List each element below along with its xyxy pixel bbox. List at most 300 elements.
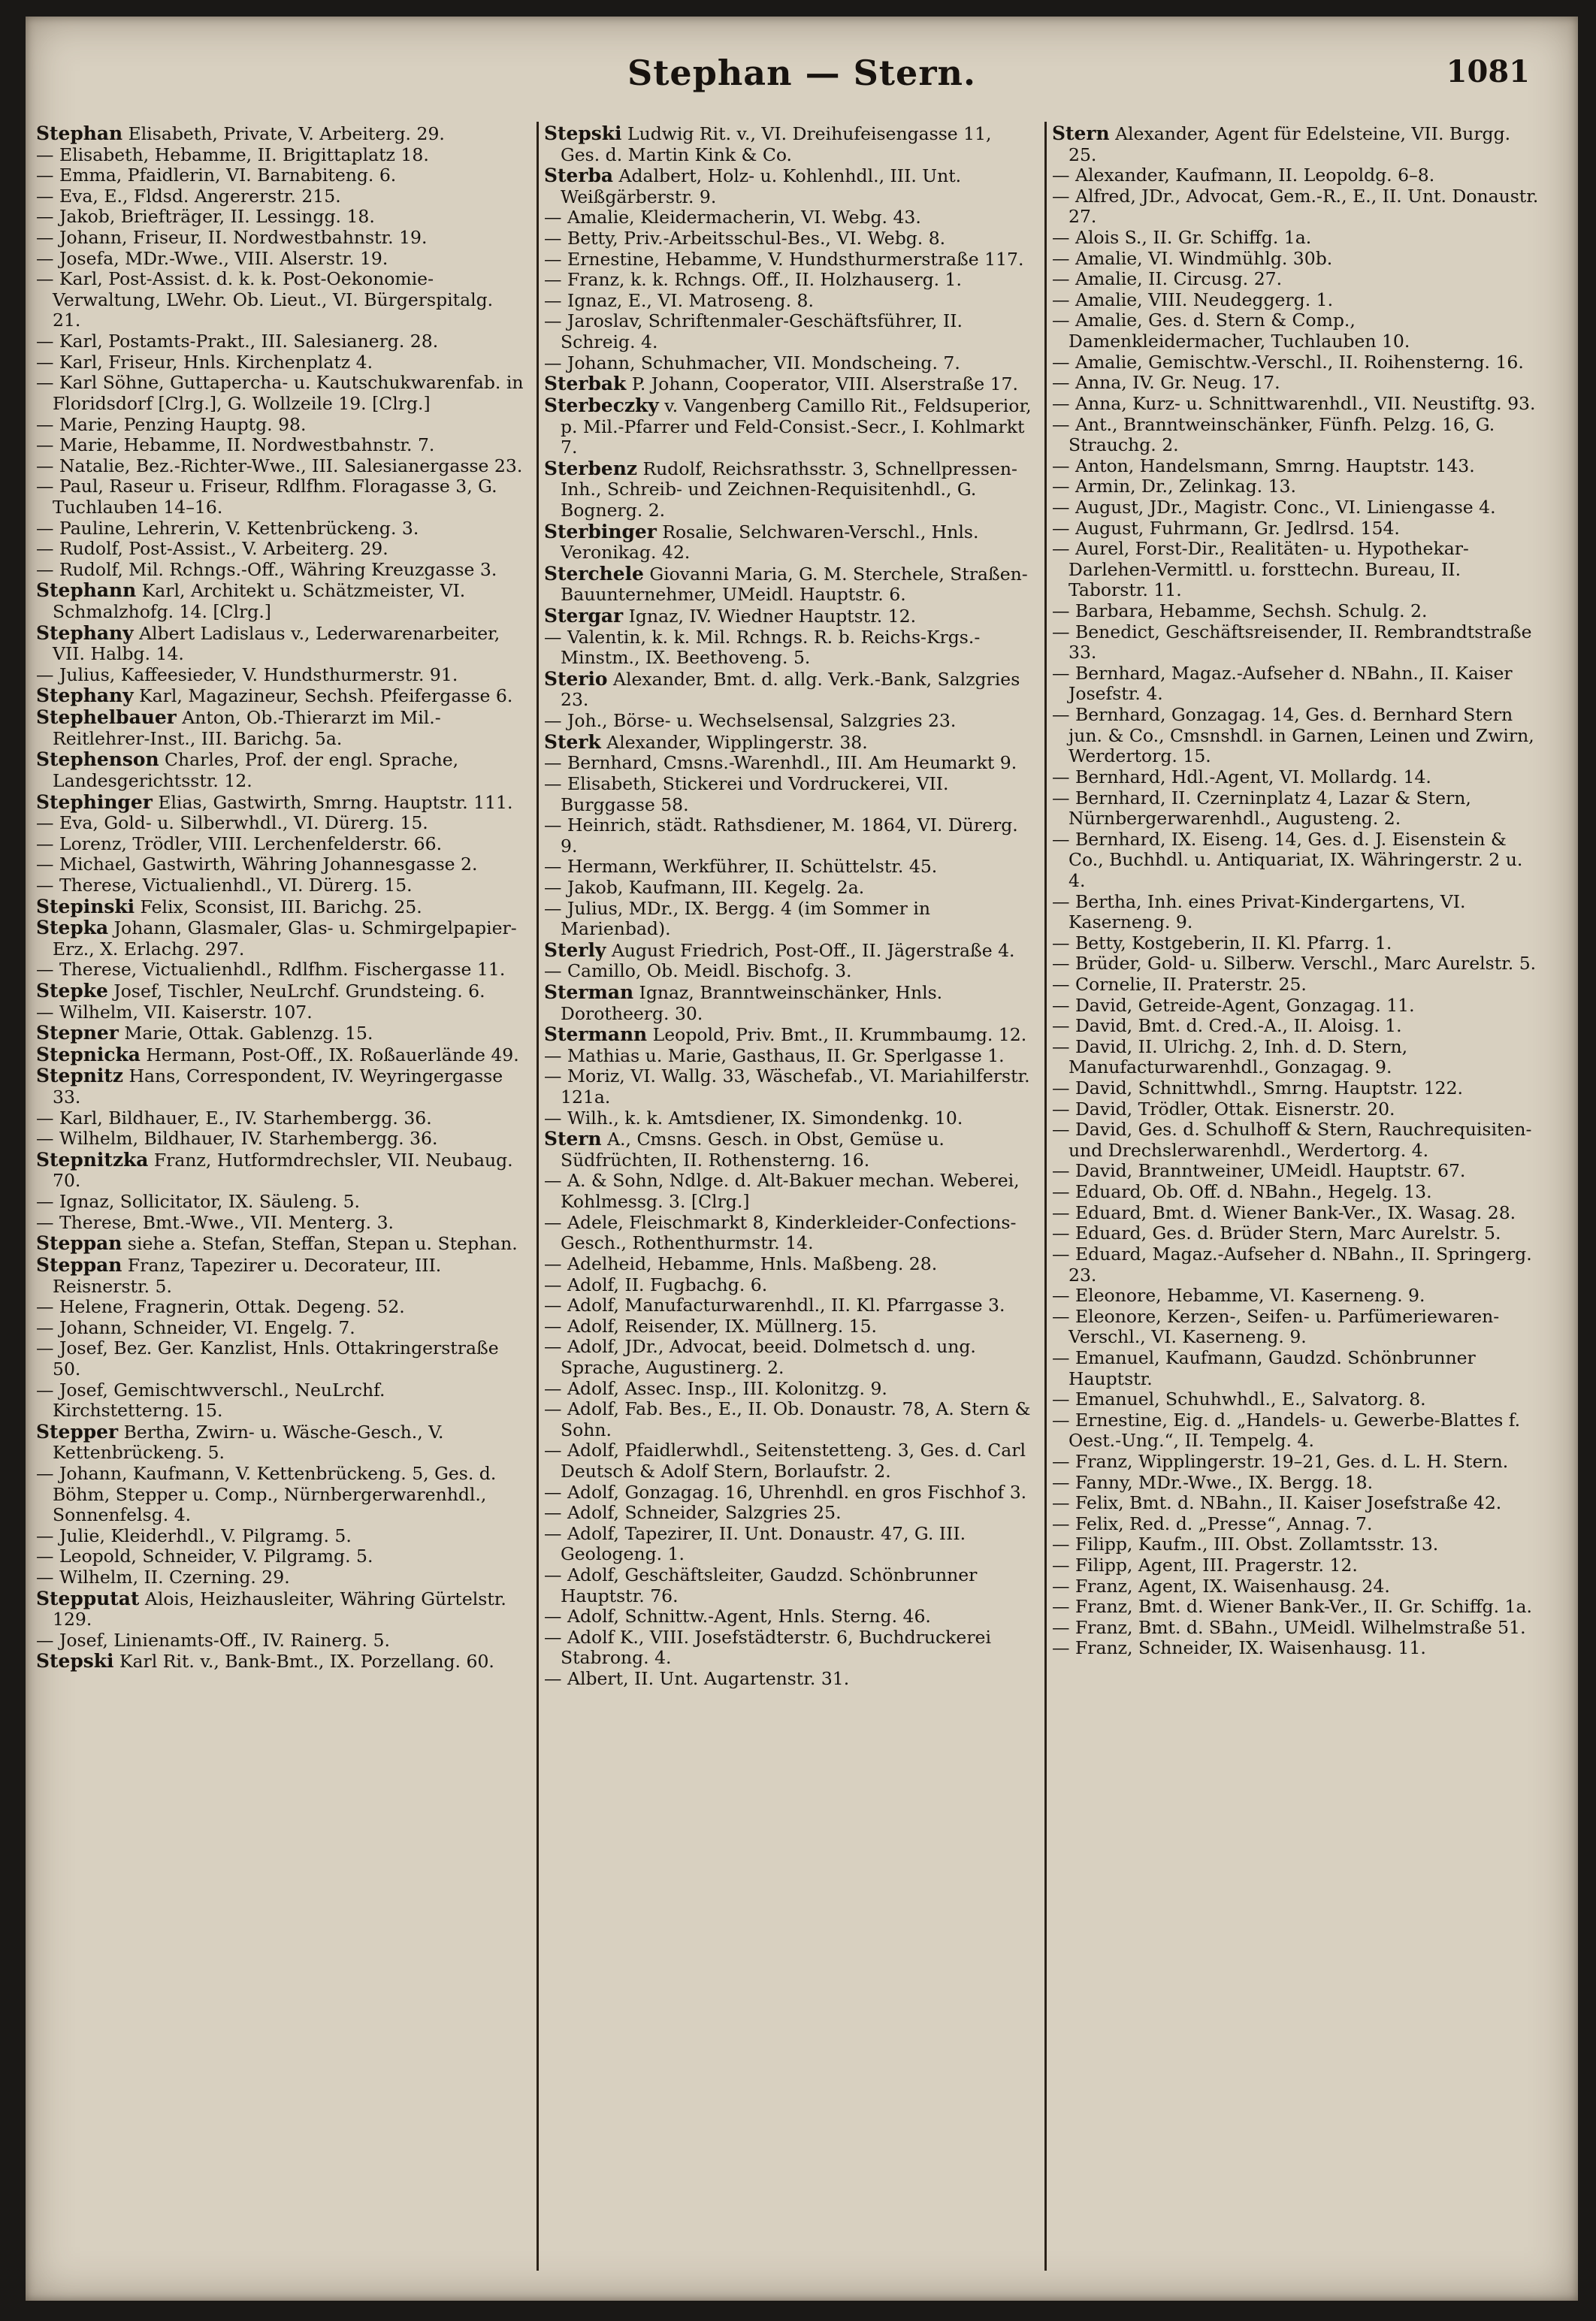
- entry-surname: Sterman: [544, 981, 634, 1003]
- directory-entry: [36, 373, 526, 414]
- directory-entry: [544, 753, 1034, 774]
- directory-entry: [1052, 1244, 1542, 1286]
- directory-entry: [544, 1379, 1034, 1400]
- directory-entry: [36, 917, 526, 960]
- directory-entry: [36, 560, 526, 581]
- entry-text: — Anna, Kurz- u. Schnittwarenhdl., VII. Neustiftg. 93.: [1052, 392, 1536, 414]
- entry-text: — Anna, IV. Gr. Neug. 17.: [1052, 372, 1280, 394]
- entry-text: — Therese, Victualienhdl., Rdlfhm. Fischergasse 11.: [36, 959, 506, 981]
- directory-entry: [1052, 186, 1542, 228]
- directory-entry: [544, 815, 1034, 857]
- entry-surname: Stepnicka: [36, 1043, 141, 1065]
- entry-text: — Joh., Börse- u. Wechselsensal, Salzgries 23.: [544, 710, 957, 732]
- entry-text: — David, Branntweiner, UMeidl. Hauptstr. 67.: [1052, 1160, 1466, 1182]
- entry-text: — Jakob, Briefträger, II. Lessingg. 18.: [36, 206, 375, 228]
- entry-text: — Elisabeth, Stickerei und Vordruckerei, VII. Burggasse 58.: [544, 772, 949, 815]
- entry-text: Hermann, Post-Off., IX. Roßauerlände 49.: [146, 1044, 519, 1065]
- directory-entry: [1052, 1534, 1542, 1555]
- entry-text: — Emma, Pfaidlerin, VI. Barnabiteng. 6.: [36, 165, 397, 186]
- directory-entry: [36, 331, 526, 352]
- entry-text: Alexander, Agent für Edelsteine, VII. Burgg. 25.: [1069, 123, 1511, 165]
- directory-entry: [544, 627, 1034, 669]
- directory-entry: [36, 1044, 526, 1066]
- directory-entry: [36, 539, 526, 560]
- entry-surname: Steppan: [36, 1232, 122, 1255]
- directory-entry: [36, 1630, 526, 1652]
- directory-entry: [544, 1295, 1034, 1316]
- directory-entry: [1052, 1618, 1542, 1639]
- entry-text: — David, Bmt. d. Cred.-A., II. Aloisg. 1.: [1052, 1015, 1402, 1037]
- directory-entry: [544, 458, 1034, 521]
- entry-text: — Eva, Gold- u. Silberwhdl., VI. Dürerg. 15.: [36, 812, 428, 834]
- entry-text: — Benedict, Geschäftsreisender, II. Rembrandtstraße 33.: [1052, 621, 1532, 663]
- directory-entry: [1052, 1410, 1542, 1452]
- directory-entry: [36, 1464, 526, 1526]
- entry-surname: Stephan: [36, 123, 123, 144]
- entry-text: — Josefa, MDr.-Wwe., VIII. Alserstr. 19.: [36, 247, 388, 269]
- directory-entry: [544, 207, 1034, 228]
- entry-text: Alexander, Wipplingerstr. 38.: [606, 731, 868, 753]
- directory-entry: [544, 1129, 1034, 1171]
- directory-entry: [1052, 123, 1542, 165]
- column-3: [1052, 123, 1542, 2287]
- entry-text: — Wilh., k. k. Amtsdiener, IX. Simondenkg. 10.: [544, 1107, 963, 1129]
- directory-entry: [36, 186, 526, 207]
- directory-entry: [36, 981, 526, 1002]
- entry-text: Felix, Sconsist, III. Barichg. 25.: [140, 896, 422, 917]
- directory-entry: [36, 707, 526, 749]
- entry-surname: Stern: [544, 1128, 602, 1150]
- directory-columns: [36, 123, 1569, 2287]
- directory-entry: [36, 1422, 526, 1464]
- directory-entry: [1052, 1099, 1542, 1120]
- entry-text: — Wilhelm, Bildhauer, IV. Starhembergg. 36.: [36, 1128, 438, 1150]
- entry-text: — Adolf, Schnittw.-Agent, Hnls. Sterng. 46.: [544, 1606, 931, 1627]
- entry-text: — Johann, Friseur, II. Nordwestbahnstr. 19.: [36, 227, 428, 249]
- entry-text: Rudolf, Reichsrathsstr. 3, Schnellpressen-Inh., Schreib- und Zeichnen-Requisitenhdl., G. Bognerg. 2.: [561, 458, 1017, 521]
- directory-entry: [544, 249, 1034, 270]
- directory-entry: [1052, 1597, 1542, 1618]
- entry-text: Karl Rit. v., Bank-Bmt., IX. Porzellang. 60.: [119, 1651, 494, 1673]
- entry-text: — Ernestine, Hebamme, V. Hundsthurmerstraße 117.: [544, 248, 1024, 270]
- directory-entry: [36, 352, 526, 373]
- entry-text: — Franz, Wipplingerstr. 19–21, Ges. d. L. H. Stern.: [1052, 1451, 1509, 1472]
- entry-text: — Karl, Post-Assist. d. k. k. Post-Oekonomie-Verwaltung, LWehr. Ob. Lieut., VI. Bürgerspitalg. 21.: [36, 268, 494, 331]
- directory-entry: [1052, 1576, 1542, 1597]
- directory-entry: [1052, 663, 1542, 705]
- entry-text: — Eduard, Ob. Off. d. NBahn., Hegelg. 13.: [1052, 1181, 1432, 1203]
- directory-entry: [544, 1171, 1034, 1212]
- entry-text: — Amalie, Gemischtw.-Verschl., II. Roihensterng. 16.: [1052, 351, 1524, 373]
- entry-text: — Armin, Dr., Zelinkag. 13.: [1052, 476, 1296, 497]
- directory-entry: [544, 1503, 1034, 1524]
- directory-entry: [544, 1482, 1034, 1504]
- entry-text: Alois, Heizhausleiter, Währing Gürtelstr. 129.: [53, 1588, 506, 1630]
- entry-text: — Alois S., II. Gr. Schiffg. 1a.: [1052, 227, 1312, 249]
- directory-entry: [1052, 975, 1542, 996]
- entry-text: siehe a. Stefan, Steffan, Stepan u. Stephan.: [127, 1233, 518, 1255]
- directory-entry: [36, 1380, 526, 1422]
- entry-text: — David, Trödler, Ottak. Eisnerstr. 20.: [1052, 1098, 1395, 1120]
- directory-entry: [36, 1108, 526, 1129]
- entry-surname: Stern: [1052, 123, 1110, 144]
- entry-text: — Therese, Bmt.-Wwe., VII. Menterg. 3.: [36, 1211, 394, 1233]
- entry-text: — Amalie, Kleidermacherin, VI. Webg. 43.: [544, 207, 921, 228]
- entry-text: A., Cmsns. Gesch. in Obst, Gemüse u. Südfrüchten, II. Rothensterng. 16.: [561, 1129, 945, 1171]
- directory-entry: [36, 749, 526, 791]
- entry-surname: Stepka: [36, 917, 109, 939]
- column-2: [544, 123, 1034, 2287]
- entry-text: Giovanni Maria, G. M. Sterchele, Straßen-Bauunternehmer, UMeidl. Hauptstr. 6.: [561, 563, 1028, 606]
- entry-text: — Bernhard, IX. Eiseng. 14, Ges. d. J. Eisenstein & Co., Buchhdl. u. Antiquariat, IX. Währingerstr. 2 u. 4.: [1052, 828, 1523, 891]
- entry-text: — Alexander, Kaufmann, II. Leopoldg. 6–8.: [1052, 165, 1435, 186]
- entry-text: August Friedrich, Post-Off., II. Jägerstraße 4.: [611, 939, 1015, 961]
- entry-text: Johann, Glasmaler, Glas- u. Schmirgelpapier-Erz., X. Erlachg. 297.: [53, 917, 517, 960]
- directory-entry: [544, 165, 1034, 207]
- directory-entry: [544, 123, 1034, 165]
- directory-entry: [1052, 1473, 1542, 1494]
- entry-text: — Emanuel, Schuhwhdl., E., Salvatorg. 8.: [1052, 1389, 1426, 1410]
- directory-entry: [36, 476, 526, 518]
- directory-entry: [36, 792, 526, 814]
- directory-entry: [544, 1440, 1034, 1482]
- directory-entry: [544, 1254, 1034, 1275]
- entry-text: — Karl, Bildhauer, E., IV. Starhembergg. 36.: [36, 1107, 432, 1129]
- directory-entry: [1052, 165, 1542, 186]
- directory-entry: [36, 1318, 526, 1339]
- directory-entry: [1052, 767, 1542, 788]
- entry-text: — Julius, MDr., IX. Bergg. 4 (im Sommer in Marienbad).: [544, 897, 930, 940]
- directory-entry: [544, 1066, 1034, 1108]
- directory-entry: [544, 1606, 1034, 1627]
- page-number: 1081: [1446, 54, 1530, 89]
- entry-text: Bertha, Zwirn- u. Wäsche-Gesch., V. Kettenbrückeng. 5.: [53, 1421, 444, 1464]
- entry-surname: Sterbeczky: [544, 394, 659, 416]
- entry-surname: Sterk: [544, 730, 601, 753]
- directory-entry: [544, 878, 1034, 899]
- directory-entry: [36, 1651, 526, 1673]
- directory-entry: [544, 228, 1034, 249]
- directory-entry: [544, 899, 1034, 940]
- entry-text: — Amalie, VI. Windmühlg. 30b.: [1052, 247, 1333, 269]
- entry-text: — Moriz, VI. Wallg. 33, Wäschefab., VI. Mariahilferstr. 121a.: [544, 1065, 1030, 1108]
- entry-text: — Ignaz, Sollicitator, IX. Säuleng. 5.: [36, 1191, 361, 1213]
- entry-text: — Therese, Victualienhdl., VI. Dürerg. 15.: [36, 874, 413, 896]
- directory-entry: [36, 435, 526, 456]
- entry-text: — Filipp, Kaufm., III. Obst. Zollamtsstr. 13.: [1052, 1534, 1439, 1555]
- directory-entry: [1052, 1514, 1542, 1535]
- directory-entry: [1052, 228, 1542, 249]
- entry-text: — Adolf, II. Fugbachg. 6.: [544, 1274, 768, 1295]
- directory-entry: [36, 415, 526, 436]
- running-head: Stephan — Stern.: [627, 53, 977, 93]
- entry-text: Leopold, Priv. Bmt., II. Krummbaumg. 12.: [652, 1024, 1027, 1046]
- entry-surname: Steppan: [36, 1253, 122, 1276]
- directory-entry: [36, 834, 526, 855]
- entry-text: Elisabeth, Private, V. Arbeiterg. 29.: [128, 123, 445, 144]
- directory-entry: [544, 940, 1034, 962]
- entry-text: — Ernestine, Eig. d. „Handels- u. Gewerbe-Blattes f. Oest.-Ung.“, II. Tempelg. 4.: [1052, 1409, 1521, 1452]
- directory-entry: [36, 960, 526, 981]
- directory-entry: [1052, 1348, 1542, 1389]
- entry-text: — Eduard, Ges. d. Brüder Stern, Marc Aurelstr. 5.: [1052, 1222, 1501, 1244]
- page-header: [26, 53, 1578, 98]
- directory-entry: [36, 1526, 526, 1547]
- directory-entry: [1052, 476, 1542, 497]
- entry-text: — Bernhard, Cmsns.-Warenhdl., III. Am Heumarkt 9.: [544, 752, 1017, 774]
- directory-entry: [36, 665, 526, 686]
- entry-text: — Pauline, Lehrerin, V. Kettenbrückeng. 3.: [36, 517, 419, 539]
- entry-text: — Adolf, Tapezirer, II. Unt. Donaustr. 47, G. III. Geologeng. 1.: [544, 1522, 966, 1565]
- entry-text: — Valentin, k. k. Mil. Rchngs. R. b. Reichs-Krgs.-Minstm., IX. Beethoveng. 5.: [544, 626, 981, 669]
- entry-surname: Sterba: [544, 165, 614, 187]
- directory-entry: [1052, 394, 1542, 415]
- directory-entry: [544, 311, 1034, 352]
- entry-text: — Julie, Kleiderhdl., V. Pilgramg. 5.: [36, 1525, 352, 1546]
- directory-entry: [544, 961, 1034, 982]
- directory-entry: [544, 857, 1034, 878]
- entry-text: — August, Fuhrmann, Gr. Jedlrsd. 154.: [1052, 517, 1400, 539]
- entry-text: — Adolf, Assec. Insp., III. Kolonitzg. 9.: [544, 1377, 887, 1399]
- entry-text: — Franz, Schneider, IX. Waisenhausg. 11.: [1052, 1637, 1426, 1659]
- entry-text: Rosalie, Selchwaren-Verschl., Hnls. Veronikag. 42.: [561, 521, 979, 564]
- directory-entry: [36, 896, 526, 918]
- directory-entry: [1052, 788, 1542, 830]
- entry-surname: Stephenson: [36, 748, 159, 771]
- directory-entry: [544, 1046, 1034, 1067]
- directory-entry: [36, 1255, 526, 1297]
- directory-entry: [544, 732, 1034, 754]
- entry-text: — Rudolf, Post-Assist., V. Arbeiterg. 29.: [36, 538, 388, 560]
- entry-text: — Jaroslav, Schriftenmaler-Geschäftsführer, II. Schreig. 4.: [544, 310, 963, 353]
- entry-text: — Barbara, Hebamme, Sechsh. Schulg. 2.: [1052, 600, 1428, 622]
- directory-entry: [1052, 1389, 1542, 1410]
- entry-text: P. Johann, Cooperator, VIII. Alserstraße 17.: [631, 373, 1018, 395]
- directory-entry: [36, 1065, 526, 1108]
- directory-entry: [36, 1213, 526, 1234]
- entry-text: — Lorenz, Trödler, VIII. Lerchenfelderstr. 66.: [36, 833, 443, 854]
- entry-text: — A. & Sohn, Ndlge. d. Alt-Bakuer mechan. Weberei, Kohlmessg. 3. [Clrg.]: [544, 1170, 1020, 1213]
- entry-text: — Eduard, Bmt. d. Wiener Bank-Ver., IX. Wasag. 28.: [1052, 1201, 1516, 1223]
- directory-entry: [1052, 497, 1542, 518]
- directory-entry: [544, 606, 1034, 627]
- entry-text: Karl, Magazineur, Sechsh. Pfeifergasse 6.: [139, 685, 513, 707]
- entry-text: — Betty, Priv.-Arbeitsschul-Bes., VI. Webg. 8.: [544, 228, 946, 249]
- entry-text: — Marie, Penzing Hauptg. 98.: [36, 413, 307, 435]
- directory-entry: [36, 875, 526, 896]
- directory-entry: [1052, 830, 1542, 892]
- directory-entry: [1052, 518, 1542, 539]
- entry-text: — Michael, Gastwirth, Währing Johannesgasse 2.: [36, 854, 478, 875]
- entry-surname: Stepnitz: [36, 1065, 123, 1087]
- directory-entry: [1052, 373, 1542, 394]
- entry-surname: Stepper: [36, 1420, 119, 1443]
- entry-surname: Stermann: [544, 1023, 648, 1046]
- entry-text: — Karl Söhne, Guttapercha- u. Kautschukwarenfab. in Floridsdorf [Clrg.], G. Wollzeile 19. [Clrg.]: [36, 372, 524, 414]
- entry-text: Josef, Tischler, NeuLrchf. Grundsteing. 6.: [113, 980, 485, 1002]
- entry-text: Ludwig Rit. v., VI. Dreihufeisengasse 11, Ges. d. Martin Kink & Co.: [561, 123, 992, 165]
- directory-entry: [1052, 415, 1542, 456]
- directory-entry: [36, 456, 526, 477]
- entry-text: — Adele, Fleischmarkt 8, Kinderkleider-Confections-Gesch., Rothenthurmstr. 14.: [544, 1211, 1017, 1254]
- directory-entry: [544, 1669, 1034, 1690]
- directory-entry: [1052, 290, 1542, 311]
- entry-text: — Amalie, VIII. Neudeggerg. 1.: [1052, 289, 1334, 310]
- entry-text: — Adolf, Gonzagag. 16, Uhrenhdl. en gros Fischhof 3.: [544, 1481, 1027, 1503]
- directory-entry: [1052, 996, 1542, 1017]
- directory-entry: [1052, 933, 1542, 954]
- directory-entry: [36, 1297, 526, 1318]
- entry-text: — Heinrich, städt. Rathsdiener, M. 1864, VI. Dürerg. 9.: [544, 814, 1018, 857]
- entry-surname: Stepke: [36, 979, 108, 1002]
- entry-text: — Helene, Fragnerin, Ottak. Degeng. 52.: [36, 1296, 405, 1318]
- entry-text: Marie, Ottak. Gablenzg. 15.: [124, 1023, 373, 1044]
- entry-surname: Sterbak: [544, 373, 627, 395]
- directory-entry: [544, 982, 1034, 1024]
- entry-text: — Bernhard, Magaz.-Aufseher d. NBahn., II. Kaiser Josefstr. 4.: [1052, 662, 1513, 705]
- entry-text: Elias, Gastwirth, Smrng. Hauptstr. 111.: [158, 791, 513, 813]
- entry-text: Ignaz, Branntweinschänker, Hnls. Dorotheerg. 30.: [561, 981, 943, 1024]
- directory-entry: [1052, 1016, 1542, 1037]
- entry-surname: Sterly: [544, 938, 606, 961]
- directory-entry: [1052, 539, 1542, 601]
- entry-text: — Wilhelm, II. Czerning. 29.: [36, 1567, 290, 1588]
- directory-entry: [544, 564, 1034, 606]
- directory-entry: [544, 521, 1034, 564]
- entry-text: — Natalie, Bez.-Richter-Wwe., III. Salesianergasse 23.: [36, 455, 523, 476]
- entry-surname: Stepnitzka: [36, 1148, 149, 1171]
- entry-text: — Adolf, Schneider, Salzgries 25.: [544, 1502, 842, 1524]
- directory-entry: [1052, 1452, 1542, 1473]
- entry-text: — Betty, Kostgeberin, II. Kl. Pfarrg. 1.: [1052, 932, 1392, 953]
- entry-text: — Josef, Linienamts-Off., IV. Rainerg. 5.: [36, 1629, 390, 1651]
- entry-text: v. Vangenberg Camillo Rit., Feldsuperior, p. Mil.-Pfarrer und Feld-Consist.-Secr., I. Kohlmarkt 7.: [561, 394, 1032, 458]
- entry-text: — Franz, Bmt. d. Wiener Bank-Ver., II. Gr. Schiffg. 1a.: [1052, 1596, 1532, 1618]
- entry-text: — Karl, Postamts-Prakt., III. Salesianerg. 28.: [36, 331, 439, 352]
- directory-entry: [36, 1002, 526, 1023]
- entry-surname: Sterbinger: [544, 520, 657, 542]
- entry-text: — Johann, Schuhmacher, VII. Mondscheing. 7.: [544, 352, 960, 373]
- entry-surname: Sterio: [544, 667, 608, 690]
- directory-entry: [1052, 1037, 1542, 1078]
- directory-entry: [1052, 1493, 1542, 1514]
- entry-surname: Stephelbauer: [36, 706, 177, 729]
- entry-text: Adalbert, Holz- u. Kohlenhdl., III. Unt. Weißgärberstr. 9.: [561, 165, 962, 207]
- entry-text: — Karl, Friseur, Hnls. Kirchenplatz 4.: [36, 351, 373, 373]
- entry-text: — Hermann, Werkführer, II. Schüttelstr. 45.: [544, 856, 938, 878]
- entry-text: — Bernhard, II. Czerninplatz 4, Lazar & Stern, Nürnbergerwarenhdl., Augusteng. 2.: [1052, 787, 1471, 830]
- directory-entry: [544, 1399, 1034, 1440]
- directory-entry: [1052, 1078, 1542, 1099]
- directory-entry: [1052, 249, 1542, 270]
- entry-surname: Stephany: [36, 621, 134, 644]
- entry-text: — Jakob, Kaufmann, III. Kegelg. 2a.: [544, 876, 865, 898]
- entry-text: — Albert, II. Unt. Augartenstr. 31.: [544, 1668, 850, 1690]
- entry-text: — Ant., Branntweinschänker, Fünfh. Pelzg. 16, G. Strauchg. 2.: [1052, 413, 1495, 456]
- entry-text: — Eleonore, Hebamme, VI. Kaserneng. 9.: [1052, 1285, 1425, 1307]
- directory-entry: [544, 669, 1034, 711]
- entry-text: — Marie, Hebamme, II. Nordwestbahnstr. 7.: [36, 434, 435, 456]
- entry-text: — Johann, Kaufmann, V. Kettenbrückeng. 5, Ges. d. Böhm, Stepper u. Comp., Nürnbergerwarenhdl., Sonnenfelsg. 4.: [36, 1463, 497, 1526]
- entry-surname: Stephann: [36, 579, 137, 602]
- directory-entry: [1052, 622, 1542, 663]
- directory-entry: [36, 145, 526, 166]
- entry-text: — Adolf, Manufacturwarenhdl., II. Kl. Pfarrgasse 3.: [544, 1295, 1005, 1316]
- entry-text: — Rudolf, Mil. Rchngs.-Off., Währing Kreuzgasse 3.: [36, 558, 497, 580]
- entry-text: — Amalie, Ges. d. Stern & Comp., Damenkleidermacher, Tuchlauben 10.: [1052, 310, 1410, 352]
- directory-entry: [1052, 601, 1542, 622]
- entry-text: Hans, Correspondent, IV. Weyringergasse 33.: [53, 1065, 503, 1108]
- entry-text: — Eduard, Magaz.-Aufseher d. NBahn., II. Springerg. 23.: [1052, 1243, 1532, 1286]
- entry-text: — Camillo, Ob. Meidl. Bischofg. 3.: [544, 960, 852, 982]
- directory-entry: [36, 854, 526, 875]
- entry-text: Anton, Ob.-Thierarzt im Mil.-Reitlehrer-Inst., III. Barichg. 5a.: [53, 707, 441, 749]
- directory-entry: [36, 623, 526, 665]
- directory-entry: [544, 1627, 1034, 1669]
- directory-entry: [36, 207, 526, 228]
- entry-text: Albert Ladislaus v., Lederwarenarbeiter, VII. Halbg. 14.: [53, 622, 500, 665]
- entry-text: — Adolf, Fab. Bes., E., II. Ob. Donaustr. 78, A. Stern & Sohn.: [544, 1398, 1031, 1440]
- column-1: [36, 123, 526, 2287]
- entry-text: — Alfred, JDr., Advocat, Gem.-R., E., II. Unt. Donaustr. 27.: [1052, 185, 1539, 228]
- entry-surname: Stepputat: [36, 1587, 140, 1609]
- entry-text: — Adolf K., VIII. Josefstädterstr. 6, Buchdruckerei Stabrong. 4.: [544, 1626, 991, 1669]
- entry-text: — Franz, Bmt. d. SBahn., UMeidl. Wilhelmstraße 51.: [1052, 1616, 1526, 1638]
- directory-entry: [544, 291, 1034, 312]
- directory-entry: [544, 395, 1034, 458]
- directory-entry: [36, 249, 526, 270]
- directory-entry: [1052, 1203, 1542, 1224]
- directory-entry: [544, 774, 1034, 815]
- entry-text: — Elisabeth, Hebamme, II. Brigittaplatz 18.: [36, 144, 429, 165]
- entry-text: — Felix, Bmt. d. NBahn., II. Kaiser Josefstraße 42.: [1052, 1492, 1502, 1514]
- entry-surname: Stepinski: [36, 895, 135, 917]
- directory-entry: [1052, 1182, 1542, 1203]
- entry-text: — Eleonore, Kerzen-, Seifen- u. Parfümeriewaren-Verschl., VI. Kaserneng. 9.: [1052, 1305, 1500, 1348]
- entry-text: — Fanny, MDr.-Wwe., IX. Bergg. 18.: [1052, 1471, 1374, 1493]
- entry-text: — Adelheid, Hebamme, Hnls. Maßbeng. 28.: [544, 1253, 938, 1274]
- entry-text: — Paul, Raseur u. Friseur, Rdlfhm. Floragasse 3, G. Tuchlauben 14–16.: [36, 476, 497, 518]
- entry-text: — Felix, Red. d. „Presse“, Annag. 7.: [1052, 1513, 1373, 1534]
- directory-entry: [1052, 352, 1542, 373]
- directory-entry: [544, 1524, 1034, 1565]
- directory-entry: [36, 123, 526, 145]
- entry-text: — Johann, Schneider, VI. Engelg. 7.: [36, 1316, 355, 1338]
- entry-surname: Stepski: [36, 1650, 114, 1673]
- directory-entry: [1052, 1161, 1542, 1182]
- directory-entry: [1052, 1555, 1542, 1576]
- entry-text: — Julius, Kaffeesieder, V. Hundsthurmerstr. 91.: [36, 663, 458, 685]
- entry-text: Charles, Prof. der engl. Sprache, Landesgerichtsstr. 12.: [53, 749, 459, 791]
- entry-text: — David, Getreide-Agent, Gonzagag. 11.: [1052, 994, 1415, 1016]
- directory-entry: [36, 1192, 526, 1213]
- directory-entry: [36, 518, 526, 539]
- entry-text: — Leopold, Schneider, V. Pilgramg. 5.: [36, 1546, 373, 1567]
- entry-text: — Adolf, Pfaidlerwhdl., Seitenstetteng. 3, Ges. d. Carl Deutsch & Adolf Stern, Borlaufstr. 2.: [544, 1440, 1026, 1482]
- directory-entry: [1052, 1120, 1542, 1161]
- directory-entry: [36, 269, 526, 331]
- directory-entry: [1052, 1286, 1542, 1307]
- directory-entry: [544, 1275, 1034, 1296]
- entry-text: Franz, Hutformdrechsler, VII. Neubaug. 70.: [53, 1149, 513, 1192]
- directory-entry: [1052, 269, 1542, 290]
- entry-text: — Eva, E., Fldsd. Angererstr. 215.: [36, 185, 341, 207]
- directory-entry: [1052, 705, 1542, 767]
- directory-entry: [36, 813, 526, 834]
- directory-entry: [36, 165, 526, 186]
- entry-surname: Stephinger: [36, 790, 153, 813]
- directory-entry: [36, 1567, 526, 1588]
